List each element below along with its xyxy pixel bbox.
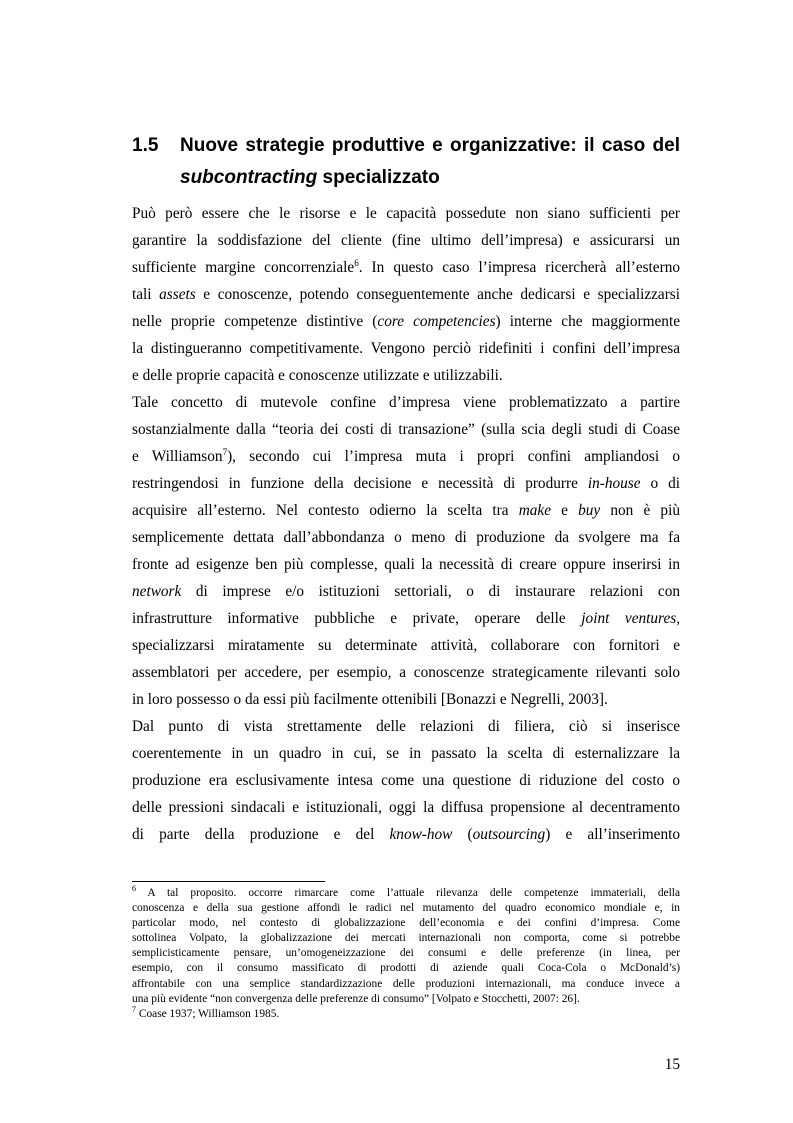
text-line: assemblatori per accedere, per esempio, a conoscenze strategicamente rilevanti solo bbox=[132, 664, 680, 681]
text-line: produzione era esclusivamente intesa come una questione di riduzione del costo o bbox=[132, 772, 680, 789]
footnote-6: $^6$ A tal proposito. occorre rimarcare come l’attuale rilevanza delle competenze immateriali, della bbox=[132, 884, 680, 899]
footnote-separator bbox=[132, 881, 325, 882]
text-line: tali assets e conoscenze, potendo conseguentemente anche dedicarsi e specializzarsi bbox=[132, 286, 680, 303]
section-title-rest: specializzato bbox=[322, 167, 440, 188]
text-line: di parte della produzione e del know-how (outsourcing) e all’inserimento bbox=[132, 826, 681, 843]
footnote-line: affrontabile con una semplice standardizzazione delle produzioni internazionali, ma conduce invece a bbox=[132, 977, 680, 990]
text-line: Può però essere che le risorse e le capacità possedute non siano sufficienti per bbox=[132, 205, 680, 222]
text-line: network di imprese e/o istituzioni settoriali, o di instaurare relazioni con bbox=[132, 583, 680, 600]
footnote-mark: 6 bbox=[132, 884, 136, 893]
paragraph-3 bbox=[132, 713, 680, 848]
page-number: 15 bbox=[664, 1056, 680, 1073]
text-line: e delle proprie capacità e conoscenze utilizzate e utilizzabili. bbox=[132, 367, 503, 384]
text-line: Tale concetto di mutevole confine d’impresa viene problematizzato a partire bbox=[132, 394, 680, 411]
paragraph-1 bbox=[132, 200, 680, 389]
section-title-italic: subcontracting bbox=[180, 167, 318, 188]
paragraph-2 bbox=[132, 389, 680, 713]
text-line: sufficiente margine concorrenziale$^6$. In questo caso l’impresa ricercherà all’esterno bbox=[132, 258, 680, 276]
section-number: 1.5 bbox=[132, 135, 159, 156]
text-line: fronte ad esigenze ben più complesse, quali la necessità di creare oppure inserirsi in bbox=[132, 556, 680, 573]
text-line: specializzarsi miratamente su determinate attività, collaborare con fornitori e bbox=[132, 637, 680, 654]
footnote-7: $^7$ Coase 1937; Williamson 1985. bbox=[132, 1004, 280, 1020]
text-line: infrastrutture informative pubbliche e private, operare delle joint ventures, bbox=[132, 610, 681, 627]
footnotes bbox=[132, 886, 680, 1022]
text-line: sostanzialmente dalla “teoria dei costi di transazione” (sulla scia degli studi di Coase bbox=[132, 421, 680, 438]
section-title-line-2 bbox=[180, 162, 440, 194]
text-line: e Williamson$^7$), secondo cui l’impresa muta i propri confini ampliandosi o bbox=[132, 447, 680, 465]
footnote-line: particolar modo, nel contesto di globalizzazione dell’economia e dei confini d’impresa. Come bbox=[132, 917, 680, 930]
footnote-ref-6: 6 bbox=[354, 258, 359, 268]
text-line: delle pressioni sindacali e istituzionali, oggi la diffusa propensione al decentramento bbox=[132, 799, 680, 816]
footnote-mark: 7 bbox=[132, 1004, 136, 1014]
text-line: semplicemente dettata dall’abbondanza o meno di produzione da svolgere ma fa bbox=[132, 529, 680, 546]
footnote-line: conoscenza e della sua gestione affondi le radici nel mutamento del quadro economico mondiale e, in bbox=[132, 902, 680, 915]
footnote-line: sottolinea Volpato, la globalizzazione dei mercati internazionali non comporta, come si potrebbe bbox=[132, 932, 680, 945]
footnote-line: una più evidente “non convergenza delle preferenze di consumo” [Volpato e Stocchetti, 2007: 26]. bbox=[132, 992, 580, 1005]
text-line: in loro possesso o da essi più facilmente ottenibili [Bonazzi e Negrelli, 2003]. bbox=[132, 691, 608, 708]
footnote-line: esempio, con il consumo massificato di prodotti di aziende quali Coca-Cola o McDonald’s) bbox=[132, 962, 680, 975]
text-line: restringendosi in funzione della decisione e necessità di produrre in-house o di bbox=[132, 475, 680, 492]
text-line: coerentemente in un quadro in cui, se in passato la scelta di esternalizzare la bbox=[132, 745, 680, 762]
text-line: nelle proprie competenze distintive (core competencies) interne che maggiormente bbox=[132, 313, 680, 330]
text-line: Dal punto di vista strettamente delle relazioni di filiera, ciò si inserisce bbox=[132, 718, 680, 735]
text-line: la distingueranno competitivamente. Vengono perciò ridefiniti i confini dell’impresa bbox=[132, 340, 680, 357]
text-line: acquisire all’esterno. Nel contesto odierno la scelta tra make e buy non è più bbox=[132, 502, 680, 519]
section-title-line-1: Nuove strategie produttive e organizzative: il caso del bbox=[180, 135, 680, 156]
footnote-ref-7: 7 bbox=[222, 447, 228, 457]
text-line: garantire la soddisfazione del cliente (fine ultimo dell’impresa) e assicurarsi un bbox=[132, 232, 680, 249]
footnote-line: semplicisticamente pensare, un’omogeneizzazione dei consumi e delle preferenze (in linea, per bbox=[132, 947, 680, 960]
